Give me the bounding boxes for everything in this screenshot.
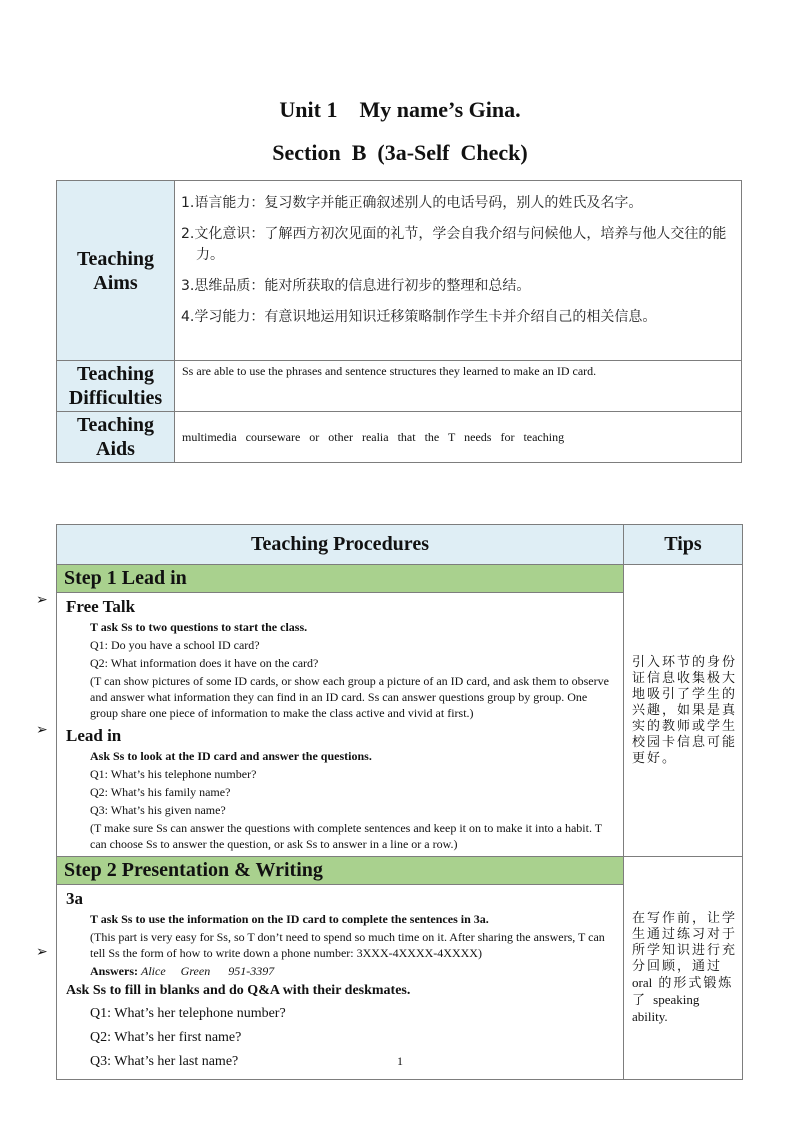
- lead-in-instruction: Ask Ss to look at the ID card and answer the questions.: [90, 749, 372, 763]
- tip-text: oral: [632, 974, 653, 990]
- label-line: Aids: [96, 438, 135, 460]
- step2-content: [57, 885, 624, 1080]
- page-title: Unit 1 My name’s Gina.: [279, 97, 521, 122]
- lead-in-heading: Lead in: [66, 726, 122, 745]
- lead-in-q1: Q1: What’s his telephone number?: [90, 767, 257, 781]
- label-line: Teaching: [76, 414, 155, 436]
- answers-line: [58, 963, 622, 981]
- teaching-difficulties-content: Ss are able to use the phrases and sentence structures they learned to make an ID card.: [175, 361, 742, 412]
- page-number: 1: [397, 1054, 403, 1068]
- step1-title: Step 1 Lead in: [57, 565, 624, 593]
- arrow-bullet-icon: ➢: [36, 723, 48, 738]
- step2-instruction: T ask Ss to use the information on the ID card to complete the sentences in 3a.: [90, 912, 489, 926]
- teaching-aims-content: [175, 181, 742, 361]
- teaching-aids-content: multimedia courseware or other realia that the T needs for teaching: [175, 412, 742, 463]
- arrow-bullet-icon: ➢: [36, 945, 48, 960]
- free-talk-note: (T can show pictures of some ID cards, or show each group a picture of an ID card, and ask them to observe and answer what information they can find in an ID card. Ss can answer questions group by group. One group share one piece of information to make the class active and vivid at first.): [90, 674, 609, 720]
- step2-q3: Q3: What’s her last name?: [90, 1054, 239, 1069]
- pair-work-instruction: Ask Ss to fill in blanks and do Q&A with their deskmates.: [66, 983, 411, 998]
- lead-in-q2: Q2: What’s his family name?: [90, 785, 231, 799]
- teaching-aims-table: [56, 180, 742, 463]
- tip-text: 的形式锻炼了: [632, 975, 734, 1008]
- free-talk-q2: Q2: What information does it have on the card?: [90, 656, 319, 670]
- tips-header: Tips: [624, 525, 743, 565]
- teaching-difficulties-label: [57, 361, 175, 412]
- teaching-aids-label: [57, 412, 175, 463]
- step1-tip: 引入环节的身份证信息收集极大地吸引了学生的兴趣，如果是真实的教师或学生校园卡信息可能更好。: [624, 565, 743, 857]
- label-line: Teaching: [76, 363, 155, 385]
- answers-label: Answers:: [90, 964, 138, 978]
- label-line: Aims: [93, 271, 138, 294]
- procedures-header: Teaching Procedures: [57, 525, 624, 565]
- label-line: Teaching: [76, 247, 155, 270]
- tip-text: speaking ability.: [632, 991, 700, 1024]
- free-talk-q1: Q1: Do you have a school ID card?: [90, 638, 260, 652]
- step1-content: [57, 593, 624, 857]
- step2-q2: Q2: What’s her first name?: [90, 1030, 242, 1045]
- free-talk-heading: Free Talk: [66, 597, 136, 616]
- aim-item: 3.思维品质：能对所获取的信息进行初步的整理和总结。: [181, 278, 531, 294]
- aim-item: 1.语言能力：复习数字并能正确叙述别人的电话号码，别人的姓氏及名字。: [181, 195, 643, 211]
- step2-q1: Q1: What’s her telephone number?: [90, 1006, 286, 1021]
- lead-in-q3: Q3: What’s his given name?: [90, 803, 226, 817]
- step2-tip: [624, 857, 743, 1080]
- step2-note: (This part is very easy for Ss, so T don’t need to spend so much time on it. After sharing the answers, T can tell Ss the form of how to write down a phone number: 3XXX-4XXXX-4XXXX): [90, 930, 605, 960]
- answers-values: Alice Green 951-3397: [141, 964, 275, 978]
- lead-in-note: (T make sure Ss can answer the questions with complete sentences and keep it on to make it into a habit. T can choose Ss to answer the question, or ask Ss to answer in a line or a row.): [90, 821, 602, 851]
- aim-item: 2.文化意识：了解西方初次见面的礼节，学会自我介绍与问候他人，培养与他人交往的能力。: [181, 226, 727, 263]
- free-talk-instruction: T ask Ss to two questions to start the class.: [90, 620, 308, 634]
- teaching-aims-label: [57, 181, 175, 361]
- aim-item: 4.学习能力：有意识地运用知识迁移策略制作学生卡并介绍自己的相关信息。: [181, 309, 657, 325]
- teaching-procedures-table: [56, 524, 743, 1080]
- arrow-bullet-icon: ➢: [36, 593, 48, 608]
- section-3a-heading: 3a: [66, 889, 83, 908]
- page-subtitle: Section B (3a-Self Check): [272, 140, 528, 165]
- step2-title: Step 2 Presentation & Writing: [57, 857, 624, 885]
- tip-text: 在写作前，让学生通过练习对于所学知识进行充分回顾，通过: [632, 910, 738, 974]
- label-line: Difficulties: [68, 387, 163, 409]
